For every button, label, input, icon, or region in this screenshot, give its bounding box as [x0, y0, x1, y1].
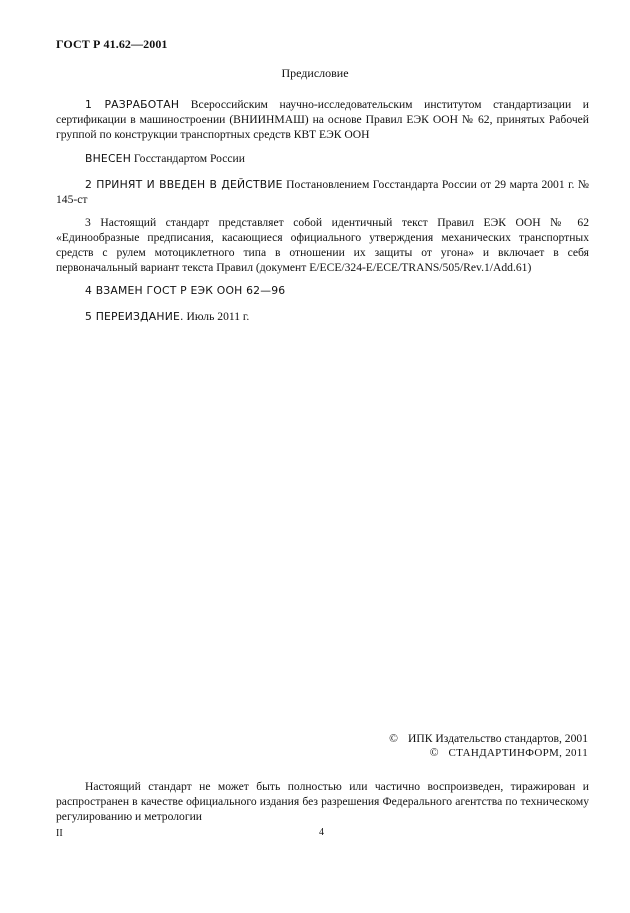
foreword-title: Предисловие — [281, 66, 349, 80]
item-1-lead: 1 РАЗРАБОТАН — [85, 98, 180, 111]
item-2-lead: 2 ПРИНЯТ И ВВЕДЕН В ДЕЙСТВИЕ — [85, 178, 283, 191]
item-2-text: Постановлением Госстандарта России от 29 марта 2001 г. № 145-ст — [56, 178, 589, 206]
item-5-text: Июль 2011 г. — [183, 310, 250, 323]
foreword-item-1 — [56, 97, 589, 142]
foreword-introduced — [56, 151, 589, 166]
copyright-icon: © — [389, 732, 398, 745]
foreword-item-3 — [56, 215, 589, 275]
introduced-lead: ВНЕСЕН — [85, 152, 132, 165]
item-3-text: 3 Настоящий стандарт представляет собой идентичный текст Правил ЕЭК ООН № 62 «Единообразные предписания, касающиеся официального утверждения механических транспортных средств с рулем мотоциклетного типа в отношении их защиты от угона» и включает в себя первоначальный вариант текста Правил (документ E/ECE/324-E/ECE/TRANS/505/Rev.1/Add.61) — [56, 216, 589, 274]
item-5-lead: 5 ПЕРЕИЗДАНИЕ. — [85, 310, 184, 323]
page-number: 4 — [319, 827, 324, 838]
reproduction-notice: Настоящий стандарт не может быть полностью или частично воспроизведен, тиражирован и распространен в качестве официального издания без разрешения Федерального агентства по техническому регулированию и метрологии — [56, 780, 589, 823]
standard-code: ГОСТ Р 41.62—2001 — [56, 37, 168, 51]
page-roman-numeral: II — [56, 828, 63, 839]
copyright-holder-2: СТАНДАРТИНФОРМ, 2011 — [448, 747, 588, 759]
foreword-item-2 — [56, 177, 589, 207]
copyright-icon: © — [429, 746, 439, 759]
foreword-item-5 — [56, 309, 589, 324]
copyright-holder-1: ИПК Издательство стандартов, 2001 — [407, 732, 588, 745]
copyright-line-1 — [389, 731, 588, 746]
item-1-text: Всероссийским научно-исследовательским институтом стандартизации и сертификации в машиностроении (ВНИИНМАШ) на основе Правил ЕЭК ООН № 62, принятых Рабочей группой по конструкции транспортных средств КВТ ЕЭК ООН — [56, 98, 589, 141]
item-4-lead: 4 ВЗАМЕН ГОСТ Р ЕЭК ООН 62—96 — [85, 284, 286, 297]
introduced-text: Госстандартом России — [131, 152, 245, 165]
foreword-item-4 — [56, 283, 589, 298]
copyright-line-2 — [430, 745, 588, 761]
